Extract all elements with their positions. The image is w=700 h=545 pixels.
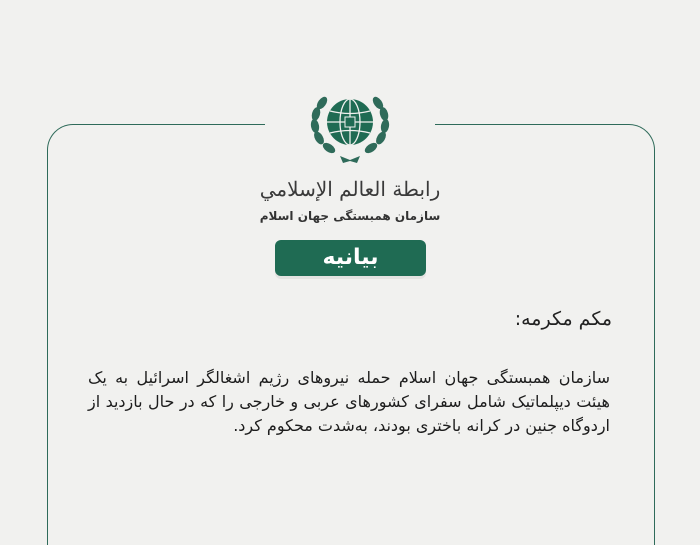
organization-name: سازمان همبستگی جهان اسلام: [259, 209, 441, 223]
title-banner: بیانیه: [275, 240, 426, 276]
arabic-calligraphy-logo: [259, 170, 441, 206]
globe-wreath-logo-icon: [305, 86, 395, 166]
body-paragraph: سازمان همبستگی جهان اسلام حمله نیروهای رژیم اشغالگر اسرائیل به یک هیئت دیپلماتیک شامل سفرای کشورهای عربی و خارجی را که در حال بازدید از اردوگاه جنین در کرانه باختری بودند، به‌شدت محکوم کرد.: [88, 368, 610, 435]
salutation: مکم مکرمه:: [514, 308, 612, 330]
svg-text:رابطة العالم الإسلامي: رابطة العالم الإسلامي: [259, 177, 441, 201]
